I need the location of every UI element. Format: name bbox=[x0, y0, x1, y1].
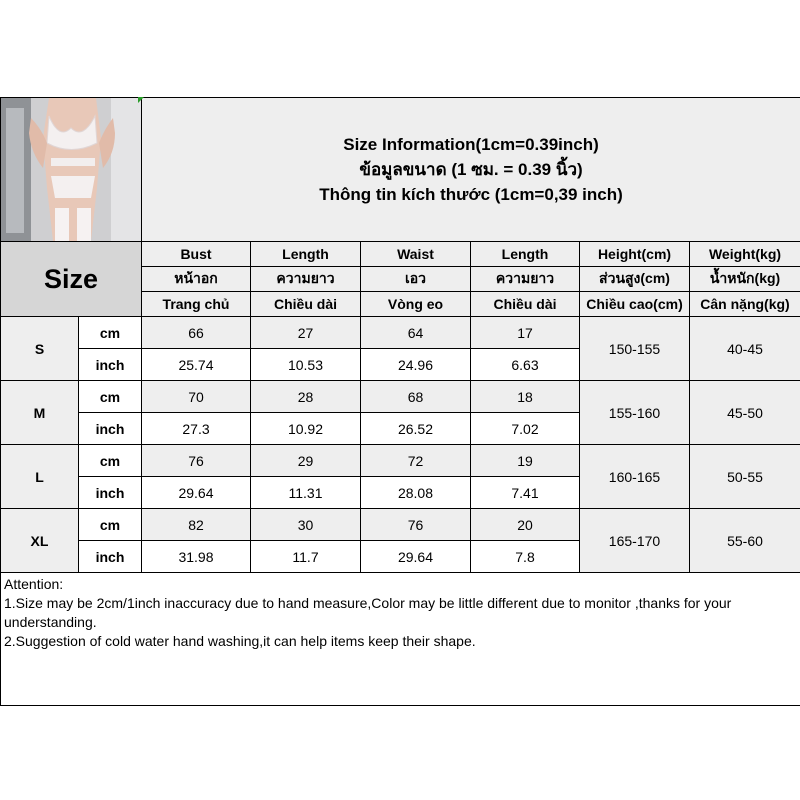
inch-value: 7.02 bbox=[471, 413, 580, 445]
size-row-cm bbox=[1, 445, 800, 477]
cm-value: 70 bbox=[142, 381, 251, 413]
col-header-vi: Trang chủ bbox=[142, 292, 251, 317]
cm-value: 20 bbox=[471, 509, 580, 541]
inch-value: 7.8 bbox=[471, 541, 580, 573]
col-header-th: น้ำหนัก(kg) bbox=[690, 267, 800, 292]
attention-note-1: 1.Size may be 2cm/1inch inaccuracy due to hand measure,Color may be little different due to monitor ,thanks for your understanding. bbox=[4, 595, 732, 630]
size-column-header: Size bbox=[1, 242, 142, 317]
inch-value: 25.74 bbox=[142, 349, 251, 381]
height-range: 155-160 bbox=[580, 381, 690, 445]
size-label: L bbox=[1, 445, 79, 509]
size-row-cm bbox=[1, 317, 800, 349]
cm-value: 68 bbox=[361, 381, 471, 413]
cm-value: 30 bbox=[251, 509, 361, 541]
inch-value: 11.31 bbox=[251, 477, 361, 509]
title-english: Size Information(1cm=0.39inch) bbox=[343, 135, 599, 154]
unit-label: cm bbox=[79, 509, 142, 541]
inch-value: 10.92 bbox=[251, 413, 361, 445]
size-row-cm bbox=[1, 509, 800, 541]
col-header-en: Height(cm) bbox=[580, 242, 690, 267]
size-table bbox=[0, 97, 800, 706]
attention-notes bbox=[1, 573, 800, 706]
weight-range: 50-55 bbox=[690, 445, 800, 509]
cm-value: 72 bbox=[361, 445, 471, 477]
height-range: 165-170 bbox=[580, 509, 690, 573]
unit-label: cm bbox=[79, 381, 142, 413]
inch-value: 24.96 bbox=[361, 349, 471, 381]
product-photo-image bbox=[1, 98, 142, 241]
unit-label: inch bbox=[79, 477, 142, 509]
weight-range: 45-50 bbox=[690, 381, 800, 445]
attention-heading: Attention: bbox=[4, 576, 64, 592]
inch-value: 6.63 bbox=[471, 349, 580, 381]
height-range: 160-165 bbox=[580, 445, 690, 509]
height-range: 150-155 bbox=[580, 317, 690, 381]
corner-marker bbox=[138, 97, 144, 103]
cm-value: 76 bbox=[361, 509, 471, 541]
unit-label: inch bbox=[79, 349, 142, 381]
size-label: S bbox=[1, 317, 79, 381]
size-label: XL bbox=[1, 509, 79, 573]
col-header-en: Length bbox=[251, 242, 361, 267]
cm-value: 17 bbox=[471, 317, 580, 349]
attention-note-2: 2.Suggestion of cold water hand washing,it can help items keep their shape. bbox=[4, 633, 476, 649]
inch-value: 27.3 bbox=[142, 413, 251, 445]
col-header-en: Bust bbox=[142, 242, 251, 267]
col-header-th: ความยาว bbox=[471, 267, 580, 292]
size-label: M bbox=[1, 381, 79, 445]
inch-value: 29.64 bbox=[142, 477, 251, 509]
cm-value: 64 bbox=[361, 317, 471, 349]
unit-label: cm bbox=[79, 445, 142, 477]
cm-value: 29 bbox=[251, 445, 361, 477]
inch-value: 10.53 bbox=[251, 349, 361, 381]
weight-range: 55-60 bbox=[690, 509, 800, 573]
cm-value: 66 bbox=[142, 317, 251, 349]
col-header-en: Waist bbox=[361, 242, 471, 267]
cm-value: 28 bbox=[251, 381, 361, 413]
cm-value: 76 bbox=[142, 445, 251, 477]
col-header-vi: Chiều dài bbox=[471, 292, 580, 317]
col-header-th: ส่วนสูง(cm) bbox=[580, 267, 690, 292]
product-photo bbox=[1, 98, 142, 242]
inch-value: 28.08 bbox=[361, 477, 471, 509]
inch-value: 11.7 bbox=[251, 541, 361, 573]
inch-value: 29.64 bbox=[361, 541, 471, 573]
title-vietnamese: Thông tin kích thước (1cm=0,39 inch) bbox=[319, 185, 623, 204]
col-header-vi: Cân nặng(kg) bbox=[690, 292, 800, 317]
col-header-th: ความยาว bbox=[251, 267, 361, 292]
cm-value: 19 bbox=[471, 445, 580, 477]
unit-label: inch bbox=[79, 541, 142, 573]
inch-value: 26.52 bbox=[361, 413, 471, 445]
unit-label: inch bbox=[79, 413, 142, 445]
unit-label: cm bbox=[79, 317, 142, 349]
size-row-cm bbox=[1, 381, 800, 413]
size-chart bbox=[0, 97, 800, 702]
cm-value: 82 bbox=[142, 509, 251, 541]
col-header-vi: Chiều cao(cm) bbox=[580, 292, 690, 317]
col-header-th: เอว bbox=[361, 267, 471, 292]
cm-value: 18 bbox=[471, 381, 580, 413]
title-thai: ข้อมูลขนาด (1 ซม. = 0.39 นิ้ว) bbox=[359, 160, 583, 179]
col-header-en: Weight(kg) bbox=[690, 242, 800, 267]
cm-value: 27 bbox=[251, 317, 361, 349]
size-info-title bbox=[142, 98, 800, 242]
col-header-vi: Vòng eo bbox=[361, 292, 471, 317]
col-header-th: หน้าอก bbox=[142, 267, 251, 292]
inch-value: 7.41 bbox=[471, 477, 580, 509]
inch-value: 31.98 bbox=[142, 541, 251, 573]
weight-range: 40-45 bbox=[690, 317, 800, 381]
col-header-vi: Chiều dài bbox=[251, 292, 361, 317]
col-header-en: Length bbox=[471, 242, 580, 267]
